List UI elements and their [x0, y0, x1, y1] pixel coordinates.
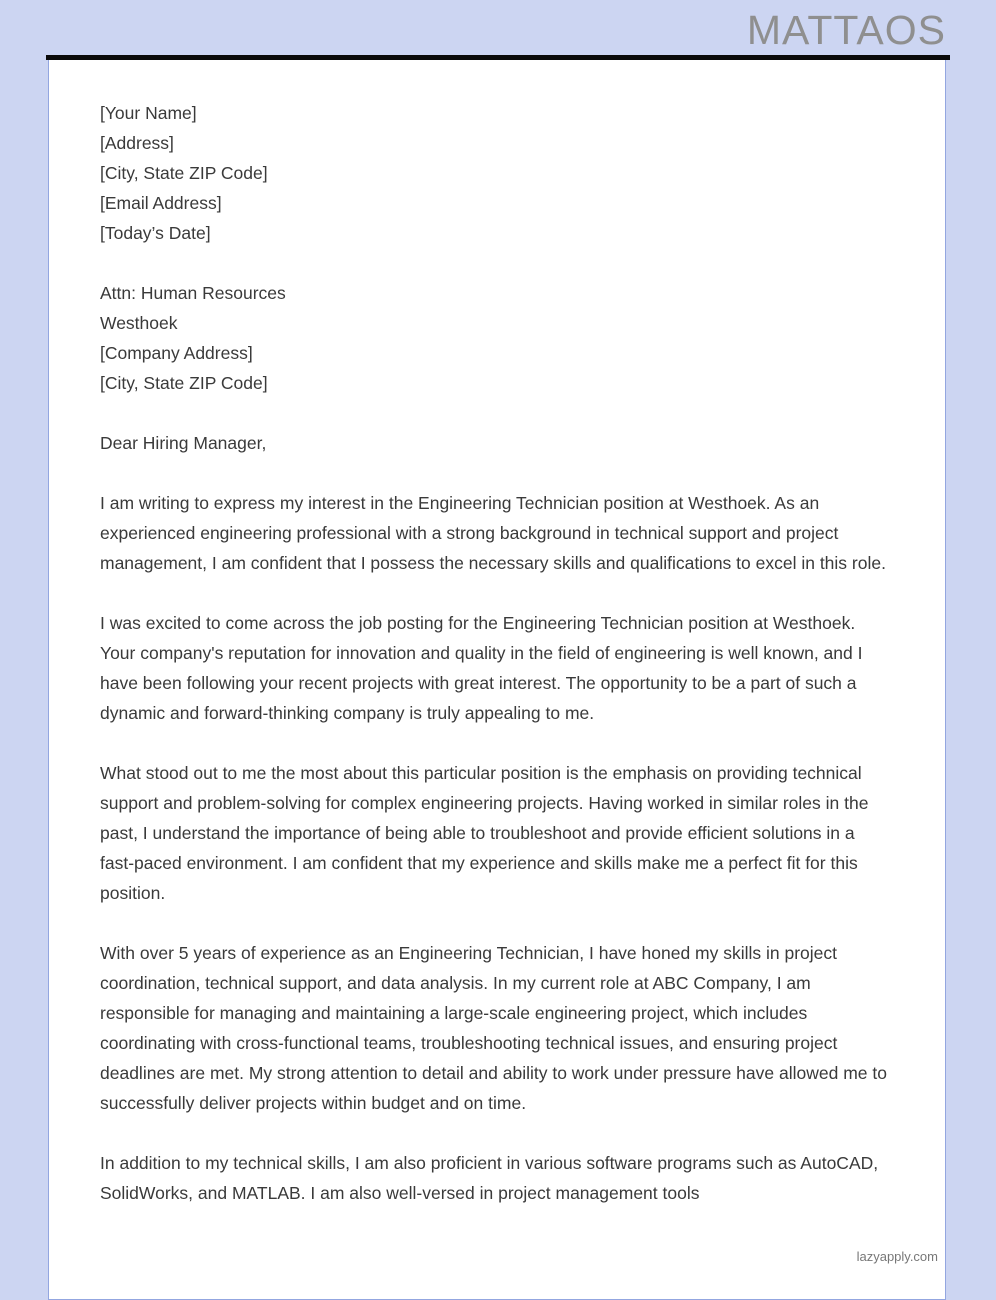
cover-letter-body: [49, 58, 945, 1208]
letter-paragraphs: [100, 488, 893, 1208]
page-top-rule: [46, 55, 950, 60]
letter-paragraph: In addition to my technical skills, I am also proficient in various software programs such as AutoCAD, SolidWorks, and MATLAB. I am also well-versed in project management tools: [100, 1153, 879, 1203]
brand-logo: MATTAOS: [746, 7, 946, 53]
sender-address-line: [Your Name]: [100, 103, 197, 123]
sender-address-line: [Email Address]: [100, 193, 222, 213]
recipient-address-line: [City, State ZIP Code]: [100, 373, 268, 393]
recipient-address-block: [100, 278, 893, 398]
recipient-address-line: Attn: Human Resources: [100, 283, 286, 303]
sender-address-line: [Today’s Date]: [100, 223, 211, 243]
letter-page: [48, 58, 946, 1300]
recipient-address-line: [Company Address]: [100, 343, 253, 363]
sender-address-block: [100, 98, 893, 248]
letter-paragraph: What stood out to me the most about this particular position is the emphasis on providing technical support and problem-solving for complex engineering projects. Having worked in similar roles in the past, I understand the importance of being able to troubleshoot and provide efficient solutions in a fast-paced environment. I am confident that my experience and skills make me a perfect fit for this position.: [100, 763, 869, 903]
watermark-text: lazyapply.com: [856, 1249, 938, 1264]
sender-address-line: [City, State ZIP Code]: [100, 163, 268, 183]
salutation: Dear Hiring Manager,: [100, 433, 267, 453]
letter-paragraph: With over 5 years of experience as an Engineering Technician, I have honed my skills in project coordination, technical support, and data analysis. In my current role at ABC Company, I am responsible for managing and maintaining a large-scale engineering project, which includes coordinating with cross-functional teams, troubleshooting technical issues, and ensuring project deadlines are met. My strong attention to detail and ability to work under pressure have allowed me to successfully deliver projects within budget and on time.: [100, 943, 887, 1113]
letter-paragraph: I am writing to express my interest in the Engineering Technician position at Westhoek. As an experienced engineering professional with a strong background in technical support and project management, I am confident that I possess the necessary skills and qualifications to excel in this role.: [100, 493, 886, 573]
letter-paragraph: I was excited to come across the job posting for the Engineering Technician position at Westhoek. Your company's reputation for innovation and quality in the field of engineering is well known, and I have been following your recent projects with great interest. The opportunity to be a part of such a dynamic and forward-thinking company is truly appealing to me.: [100, 613, 863, 723]
sender-address-line: [Address]: [100, 133, 174, 153]
recipient-address-line: Westhoek: [100, 313, 178, 333]
